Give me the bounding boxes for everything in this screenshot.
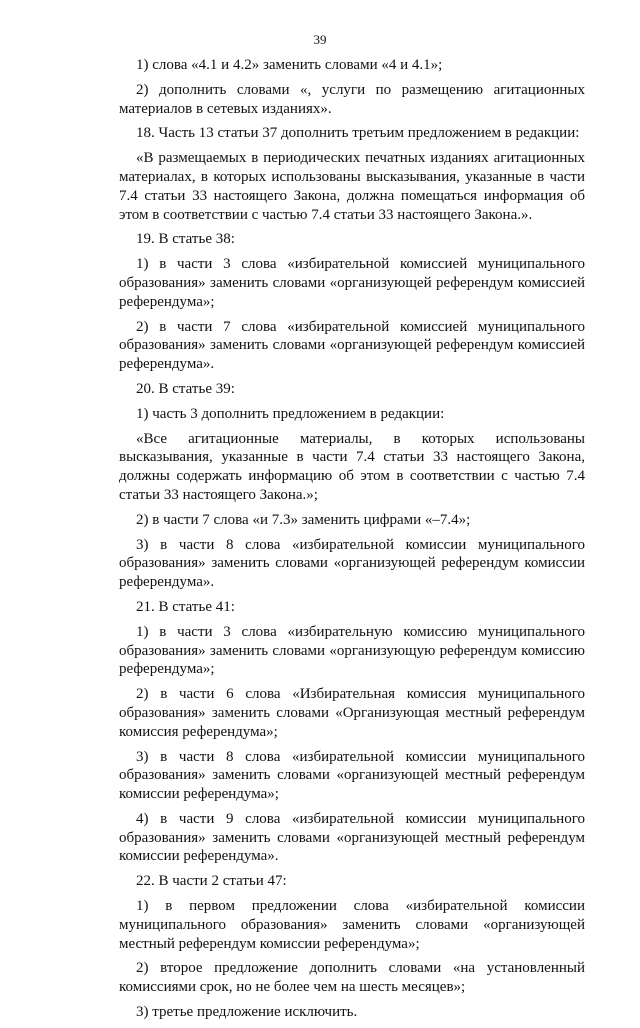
- paragraph: «Все агитационные материалы, в которых использованы высказывания, указанные в части 7.4 статьи 33 настоящего Закона, должны содержать информацию об этом в соответствии с частью 7.4 статьи 33 настоящего Закона.»;: [119, 430, 585, 503]
- paragraph: 2) второе предложение дополнить словами «на установленный комиссиями срок, но не более чем на шесть месяцев»;: [119, 960, 585, 996]
- paragraph: «В размещаемых в периодических печатных изданиях агитационных материалах, в которых использованы высказывания, указанные в части 7.4 статьи 33 настоящего Закона, должна помещаться информация об этом в соответствии с частью 7.4 статьи 33 настоящего Закона.».: [119, 150, 585, 223]
- paragraph: 3) в части 8 слова «избирательной комиссии муниципального образования» заменить словами «организующей референдум комиссии референдума».: [119, 536, 585, 591]
- paragraph: 20. В статье 39:: [136, 380, 235, 397]
- paragraph: 1) в первом предложении слова «избирательной комиссии муниципального образования» заменить словами «организующей местный референдум комиссии референдума»;: [119, 898, 585, 952]
- paragraph: 1) в части 3 слова «избирательную комиссию муниципального образования» заменить словами «организующую референдум комиссию референдума»;: [119, 623, 585, 678]
- paragraph: 2) в части 7 слова «и 7.3» заменить цифрами «–7.4»;: [136, 511, 471, 528]
- paragraph: 1) в части 3 слова «избирательной комиссией муниципального образования» заменить словами «организующей референдум комиссией референдума»;: [119, 256, 585, 310]
- paragraph: 3) в части 8 слова «избирательной комиссии муниципального образования» заменить словами «организующей местный референдум комиссии референдума»;: [119, 748, 585, 803]
- paragraph: 18. Часть 13 статьи 37 дополнить третьим предложением в редакции:: [136, 125, 580, 142]
- paragraph: 4) в части 9 слова «избирательной комиссии муниципального образования» заменить словами «организующей местный референдум комиссии референдума».: [119, 810, 585, 865]
- paragraph: 21. В статье 41:: [136, 598, 235, 615]
- paragraph: 2) в части 6 слова «Избирательная комиссия муниципального образования» заменить словами «Организующая местный референдум комиссия референдума»;: [119, 686, 585, 740]
- paragraph: 3) третье предложение исключить.: [136, 1004, 358, 1021]
- page-number: 39: [313, 32, 327, 47]
- paragraph: 22. В части 2 статьи 47:: [136, 873, 287, 890]
- paragraph: 2) в части 7 слова «избирательной комиссией муниципального образования» заменить словами «организующей референдум комиссией референдума».: [119, 318, 585, 373]
- paragraph: 2) дополнить словами «, услуги по размещению агитационных материалов в сетевых изданиях».: [119, 81, 585, 117]
- paragraph: 19. В статье 38:: [136, 231, 235, 248]
- paragraph: 1) часть 3 дополнить предложением в редакции:: [136, 405, 445, 422]
- paragraph: 1) слова «4.1 и 4.2» заменить словами «4 и 4.1»;: [136, 57, 443, 73]
- document-body: [119, 56, 585, 1028]
